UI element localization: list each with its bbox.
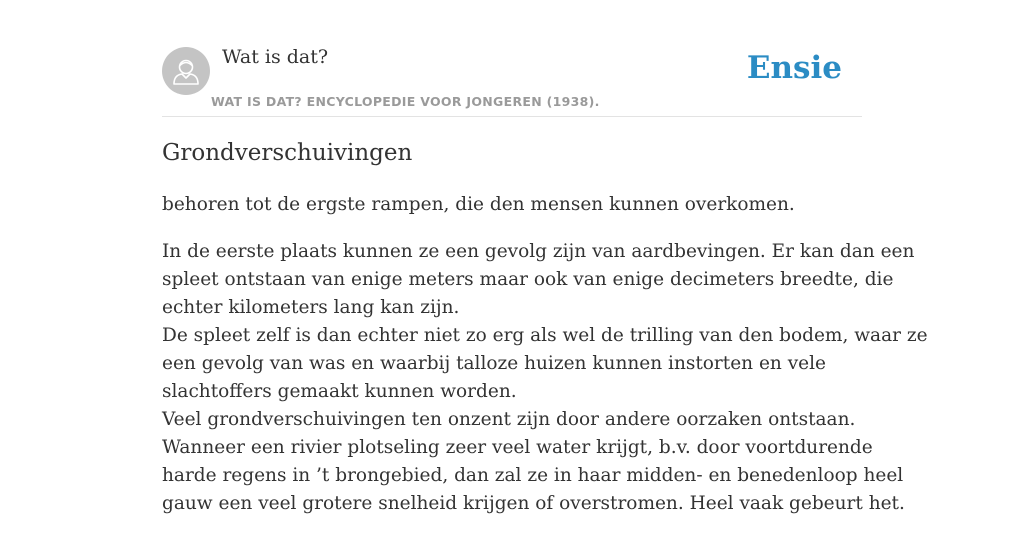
body-line: De spleet zelf is dan echter niet zo erg als wel de trilling van den bodem, waar ze bbox=[162, 325, 928, 346]
body-line: harde regens in ’t brongebied, dan zal ze in haar midden- en benedenloop heel bbox=[162, 465, 904, 486]
body-line: Wanneer een rivier plotseling zeer veel water krijgt, b.v. door voortdurende bbox=[162, 437, 873, 458]
brand-logo[interactable]: Ensie bbox=[746, 50, 842, 86]
page bbox=[162, 0, 928, 514]
body-line: spleet ontstaan van enige meters maar ook van enige decimeters breedte, die bbox=[162, 269, 894, 290]
intro-paragraph: behoren tot de ergste rampen, die den mensen kunnen overkomen. bbox=[162, 194, 795, 215]
source-subtitle[interactable]: WAT IS DAT? ENCYCLOPEDIE VOOR JONGEREN (1938). bbox=[211, 94, 600, 109]
source-title[interactable]: Wat is dat? bbox=[222, 46, 329, 68]
article-title: Grondverschuivingen bbox=[162, 140, 413, 166]
body-line: een gevolg van was en waarbij talloze huizen kunnen instorten en vele bbox=[162, 353, 826, 374]
body-paragraph bbox=[162, 238, 928, 518]
article-body bbox=[162, 191, 928, 537]
body-line: Veel grondverschuivingen ten onzent zijn door andere oorzaken ontstaan. bbox=[162, 409, 856, 430]
source-header bbox=[162, 0, 862, 117]
body-line: In de eerste plaats kunnen ze een gevolg zijn van aardbevingen. Er kan dan een bbox=[162, 241, 915, 262]
body-line: echter kilometers lang kan zijn. bbox=[162, 297, 460, 318]
body-line: gauw een veel grotere snelheid krijgen of overstromen. Heel vaak gebeurt het. bbox=[162, 493, 905, 514]
body-line: slachtoffers gemaakt kunnen worden. bbox=[162, 381, 517, 402]
user-icon[interactable] bbox=[162, 47, 210, 95]
